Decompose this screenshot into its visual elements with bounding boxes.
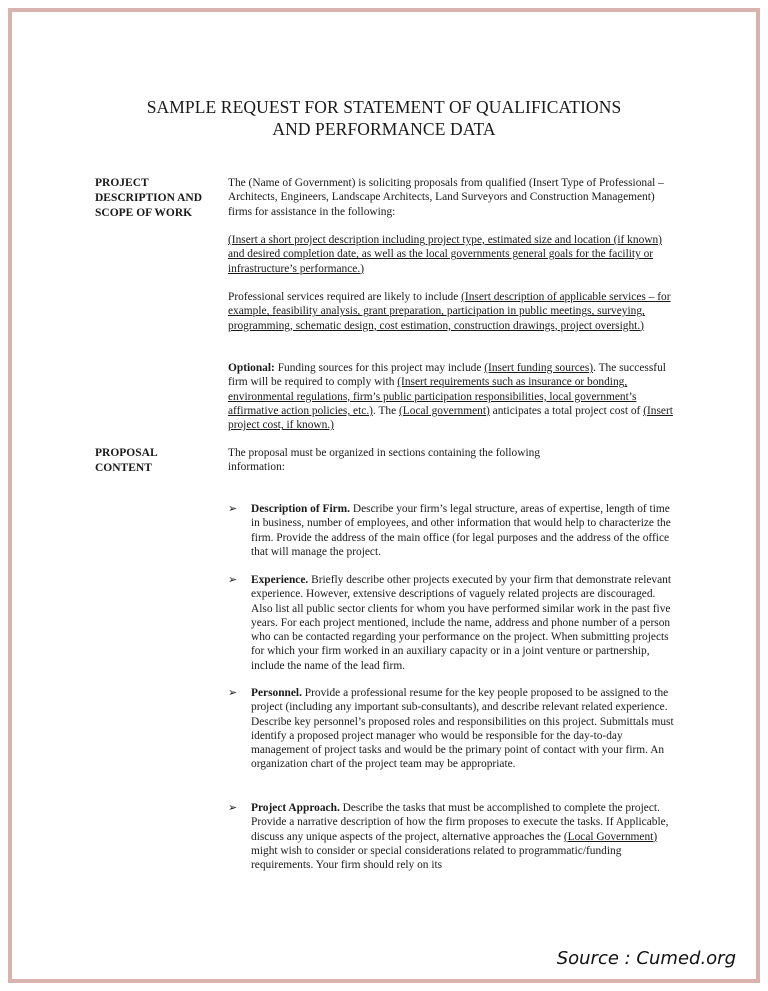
paragraph-text (228, 361, 676, 432)
project-paragraph-3 (228, 290, 676, 333)
arrow-bullet-icon: ➢ (228, 574, 238, 586)
item-body: might wish to consider or special considerations related to programmatic/funding requirements. Your firm should rely on its (251, 844, 622, 872)
project-paragraph-1 (228, 176, 676, 219)
list-item-text (251, 573, 676, 673)
title-line-1: SAMPLE REQUEST FOR STATEMENT OF QUALIFICATIONS (146, 97, 622, 117)
label-line: PROPOSAL (95, 447, 158, 459)
list-item-text (251, 502, 676, 559)
item-body: Briefly describe other projects executed by your firm that demonstrate relevant experience. However, extensive descriptions of vaguely related projects are discouraged. Also list all public sector clients for whom you have performed similar work in the past five years. For each project mentioned, include the name, address and phone number of a person who can be contacted regarding your performance on the project. When submitting projects for which your firm worked in an auxiliary capacity or in a joint venture or partnership, include the name of the lead firm. (251, 574, 672, 672)
paragraph-text: The proposal must be organized in sections containing the following information: (228, 447, 541, 474)
list-item (228, 801, 676, 872)
section-label-project (95, 176, 225, 221)
arrow-bullet-icon: ➢ (228, 503, 238, 515)
arrow-bullet-icon: ➢ (228, 687, 238, 699)
section-label-proposal (95, 446, 225, 476)
paragraph-text: The (Name of Government) is soliciting proposals from qualified (Insert Type of Professional – Architects, Engineers, Landscape Architects, Land Surveyors and Construction Management) firms for assistance in the following: (228, 177, 664, 218)
label-line: PROJECT (95, 177, 149, 189)
list-item (228, 502, 676, 559)
item-heading: Description of Firm. (251, 503, 351, 515)
text-run-underlined: (Insert project cost, if known.) (228, 404, 673, 432)
item-body-underlined: (Local Government) (563, 830, 658, 843)
item-heading: Project Approach. (251, 802, 340, 814)
text-run: Funding sources for this project may include (274, 362, 485, 374)
paragraph-text (228, 290, 676, 333)
text-run: Professional services required are likely to include (228, 291, 462, 303)
label-line: SCOPE OF WORK (95, 207, 193, 219)
item-body: Provide a professional resume for the key people proposed to be assigned to the project (including any important sub-consultants), and describe relevant related experience. Describe key personnel’s proposed roles and responsibilities on this project. Submittals must identify a proposed project manager who would be responsible for the day-to-day management of project tasks and would be the primary point of contact with your firm. An organization chart of the project team may be appropriate. (251, 687, 674, 771)
text-run-underlined: (Insert requirements such as insurance or bonding, environmental regulations, firm’s public participation responsibilities, local government’s affirmative action policies, etc.) (228, 376, 637, 417)
item-heading: Experience. (251, 574, 309, 586)
text-run: anticipates a total project cost of (489, 404, 644, 417)
list-item-text (251, 801, 676, 872)
text-run-underlined: (Insert funding sources) (484, 362, 594, 374)
list-item (228, 573, 676, 673)
paragraph-text: (Insert a short project description including project type, estimated size and location (if known) and desired completion date, as well as the local governments general goals for the facility or infrastructure’s performance.) (228, 234, 662, 275)
list-item-text (251, 686, 676, 772)
title-line-2: AND PERFORMANCE DATA (272, 119, 496, 139)
proposal-intro (228, 446, 588, 475)
item-body: Describe the tasks that must be accomplished to complete the project. Provide a narrative description of how the firm proposes to execute the tasks. If Applicable, discuss any unique aspects of the project, alternative approaches the (251, 802, 669, 843)
optional-label: Optional: (228, 362, 275, 374)
source-credit: Source : Cumed.org (556, 948, 736, 969)
item-body: Describe your firm’s legal structure, areas of expertise, length of time in business, number of employees, and other information that would help to characterize the firm. Provide the address of the main office (for legal purposes and the address of the office that will manage the project. (251, 503, 671, 558)
text-run-underlined: (Local government) (399, 404, 490, 417)
text-run: . The successful firm will be required to comply with (228, 362, 666, 389)
label-line: CONTENT (95, 462, 152, 474)
text-run-underlined: (Insert description of applicable services – for example, feasibility analysis, grant preparation, participation in public meetings, surveying, programming, schematic design, cost estimation, construction drawings, project oversight.) (228, 291, 671, 332)
document-title (0, 96, 768, 140)
label-line: DESCRIPTION AND (95, 192, 203, 204)
project-paragraph-2 (228, 233, 676, 276)
list-item (228, 686, 676, 772)
arrow-bullet-icon: ➢ (228, 802, 238, 814)
item-heading: Personnel. (251, 687, 302, 699)
project-paragraph-4 (228, 361, 676, 432)
text-run: . The (372, 404, 400, 417)
